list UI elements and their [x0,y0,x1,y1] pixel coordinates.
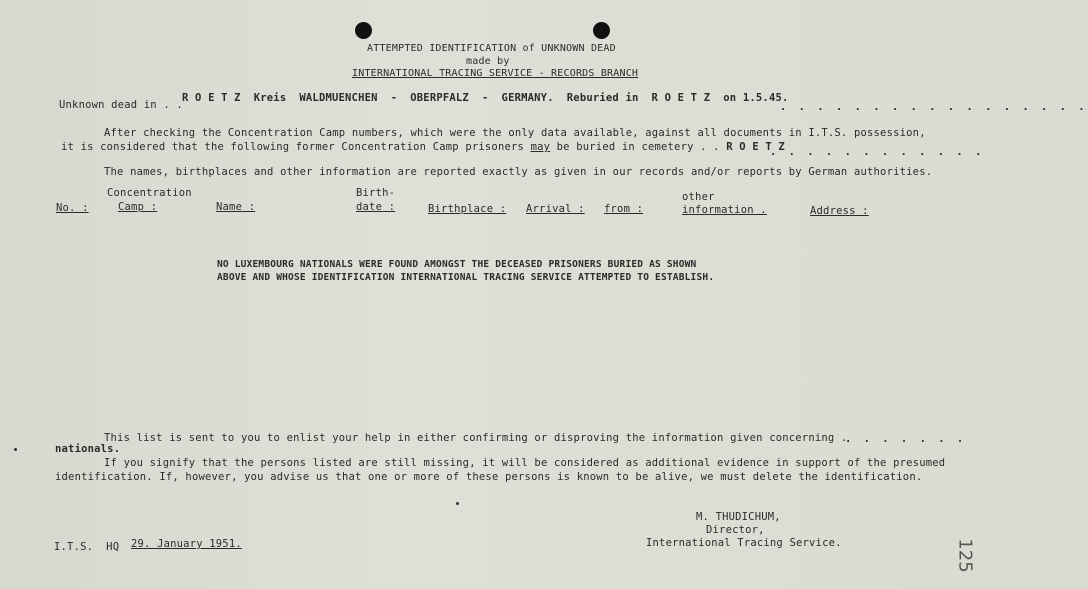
column-from: from : [604,203,644,215]
paragraph-1-may: may [530,141,551,153]
dotted-leader: . . . . . . . [845,433,967,445]
column-birth-top: Birth- [356,187,396,199]
column-birth-date: date : [356,201,396,213]
paragraph-1-text-end: be buried in cemetery . . [550,141,720,153]
margin-mark [456,502,459,505]
column-address: Address : [810,205,869,217]
paragraph-4-line-1: If you signify that the persons listed are still missing, it will be considered as additional evidence in support of the presumed [104,457,946,469]
notice-line-1: NO LUXEMBOURG NATIONALS WERE FOUND AMONGST THE DECEASED PRISONERS BURIED AS SHOWN [217,259,697,270]
footer-date: 29. January 1951. [131,538,242,550]
paragraph-3-line-2: nationals. [55,443,121,455]
page-number: 125 [954,538,976,573]
paragraph-1-line-1: After checking the Concentration Camp numbers, which were the only data available, against all documents in I.T.S. possession, [104,127,926,139]
column-arrival: Arrival : [526,203,585,215]
notice-line-2: ABOVE AND WHOSE IDENTIFICATION INTERNATIONAL TRACING SERVICE ATTEMPTED TO ESTABLISH. [217,272,715,283]
paragraph-1-text: it is considered that the following former Concentration Camp prisoners [61,141,531,153]
cemetery-name: R O E T Z [726,141,785,153]
paragraph-1-line-2 [61,141,785,153]
margin-mark [14,448,17,451]
column-other-information: information . [682,204,767,216]
header-organization: INTERNATIONAL TRACING SERVICE - RECORDS BRANCH [352,68,639,79]
header-title: ATTEMPTED IDENTIFICATION of UNKNOWN DEAD [367,43,616,54]
dotted-leader: . . . . . . . . . . . . [770,146,985,158]
header-made-by: made by [466,56,510,67]
paragraph-3-line-1: This list is sent to you to enlist your help in either confirming or disproving the information given concerning . [104,432,848,444]
column-camp: Camp : [118,201,158,213]
column-other-top: other [682,191,715,203]
paragraph-2: The names, birthplaces and other information are reported exactly as given in our records and/or reports by German authorities. [104,166,933,178]
footer-reference: I.T.S. HQ [54,541,120,553]
signature-name: M. THUDICHUM, [696,511,781,523]
unknown-dead-label: Unknown dead in . . [59,99,183,111]
column-no: No. : [56,202,89,214]
unknown-dead-place: R O E T Z Kreis WALDMUENCHEN - OBERPFALZ - GERMANY. Reburied in R O E T Z on 1.5.45. [182,92,789,104]
punch-hole [355,22,372,39]
column-camp-top: Concentration [107,187,192,199]
signature-organization: International Tracing Service. [646,537,842,549]
dotted-leader: . . . . . . . . . . . . . . . . . [780,101,1088,113]
column-birthplace: Birthplace : [428,203,507,215]
column-name: Name : [216,201,256,213]
signature-title: Director, [706,524,765,536]
punch-hole [593,22,610,39]
paragraph-4-line-2: identification. If, however, you advise us that one or more of these persons is known to be alive, we must delete the identification. [55,471,923,483]
